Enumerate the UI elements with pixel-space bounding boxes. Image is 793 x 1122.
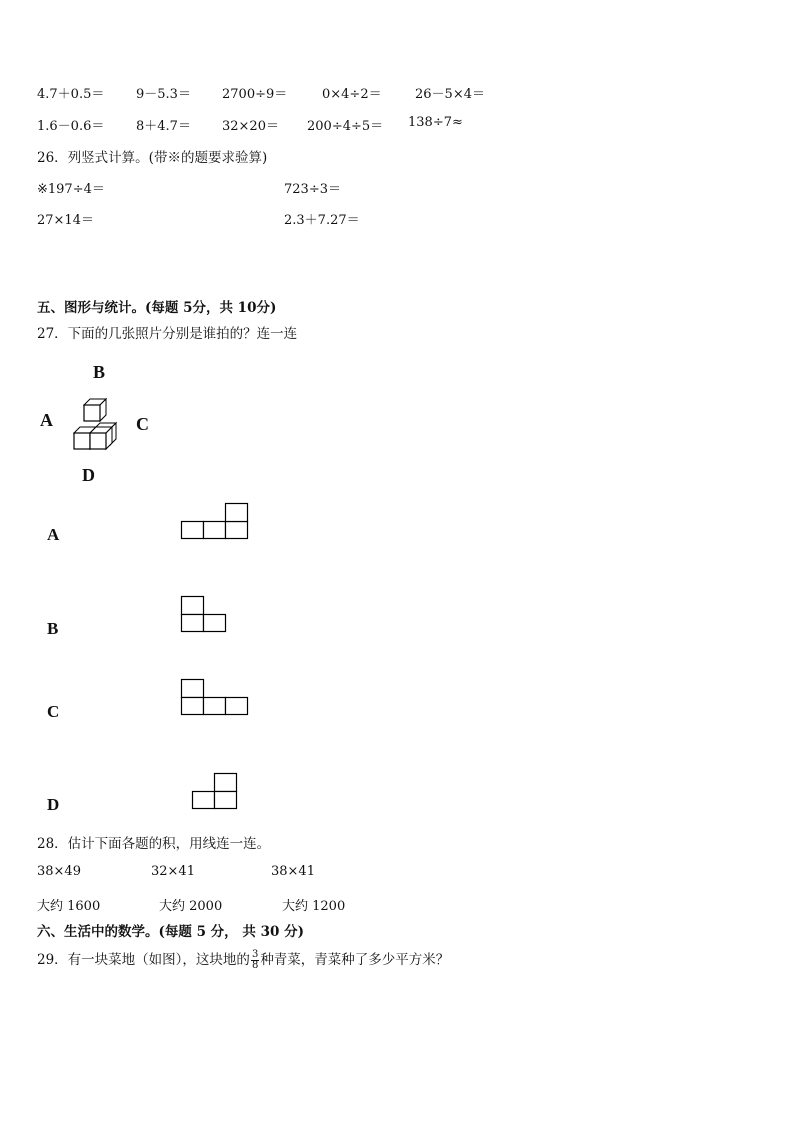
question-27-title: 27．下面的几张照片分别是谁拍的？连一连 [37,326,298,342]
oral-item-2-3: 32×20＝ [222,119,279,134]
direction-label-b: B [93,362,106,382]
q29-text-before: 29．有一块菜地（如图），这块地的 [37,952,250,968]
view-grid-c [181,679,250,716]
question-28-title: 28．估计下面各题的积，用线连一连。 [37,836,271,852]
q28-estimate-1: 大约 1600 [37,899,101,914]
view-label-a: A [47,525,60,544]
question-29-title [37,948,449,971]
oral-item-1-1: 4.7＋0.5＝ [37,87,105,102]
section-6-heading: 六、生活中的数学。(每题 5 分， 共 30 分) [37,924,304,940]
oral-item-2-4: 200÷4÷5＝ [307,119,384,134]
oral-item-1-3: 2700÷9＝ [222,87,288,102]
view-grid-d [192,773,238,810]
view-label-c: C [47,702,60,721]
view-grid-b [181,596,227,633]
question-26-title: 26．列竖式计算。(带※的题要求验算) [37,150,268,166]
q26-item-1: ※197÷4＝ [37,182,105,197]
q28-product-3: 38×41 [271,864,315,879]
q29-fraction [251,950,259,971]
direction-label-a: A [40,410,53,430]
oral-item-2-2: 8＋4.7＝ [136,119,191,134]
q29-fraction-denominator: 8 [251,960,259,971]
q28-product-1: 38×49 [37,864,81,879]
q28-estimate-2: 大约 2000 [159,899,223,914]
q26-item-2: 723÷3＝ [284,182,341,197]
q26-item-3: 27×14＝ [37,213,94,228]
q29-text-after: 种青菜，青菜种了多少平方米？ [260,952,450,968]
cube-stack-figure [70,395,122,451]
oral-item-2-5: 138÷7≈ [408,115,463,130]
view-grid-a [181,503,249,539]
view-label-d: D [47,795,60,814]
q28-estimate-3: 大约 1200 [282,899,346,914]
direction-label-c: C [136,414,149,434]
section-5-heading: 五、图形与统计。(每题 5分，共 10分) [37,300,277,316]
q28-product-2: 32×41 [151,864,195,879]
oral-item-1-5: 26－5×4＝ [415,87,485,102]
view-label-b: B [47,619,59,638]
q26-item-4: 2.3＋7.27＝ [284,213,360,228]
oral-item-1-2: 9－5.3＝ [136,87,191,102]
q29-fraction-numerator: 3 [251,949,259,960]
direction-label-d: D [82,465,95,485]
oral-item-1-4: 0×4÷2＝ [322,87,382,102]
oral-item-2-1: 1.6－0.6＝ [37,119,105,134]
